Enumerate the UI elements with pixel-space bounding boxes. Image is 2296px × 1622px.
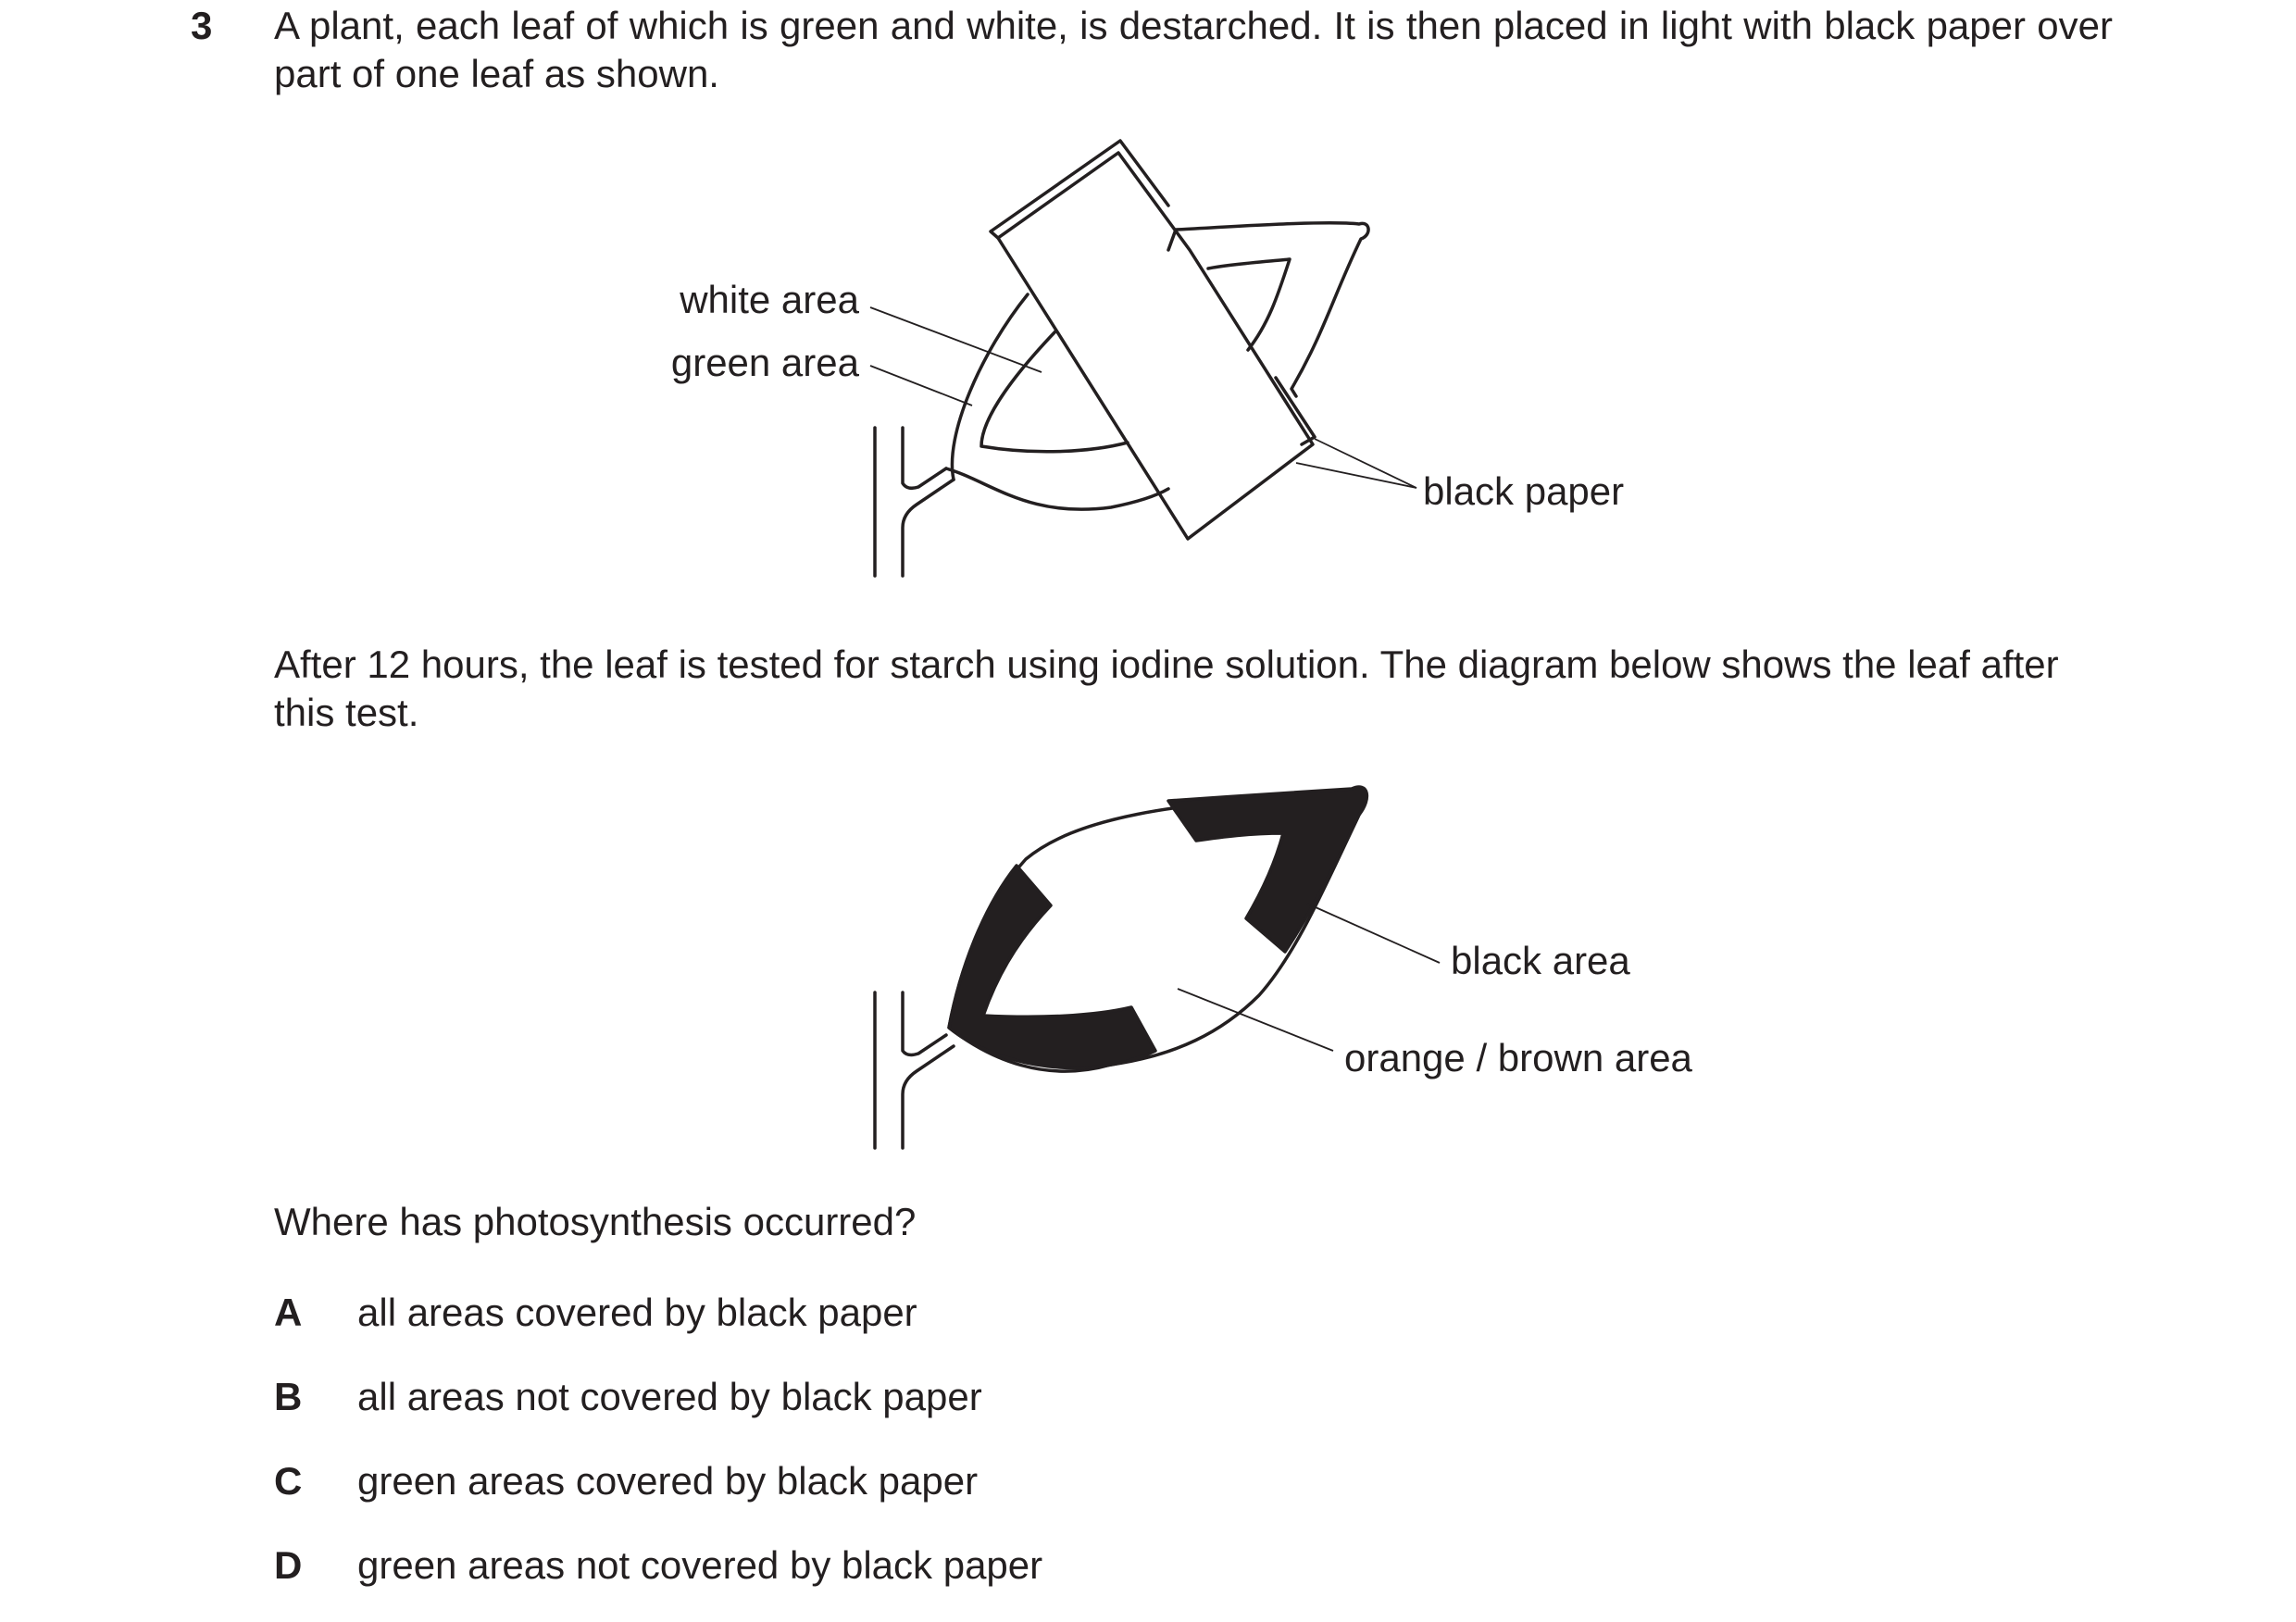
black-paper-fold xyxy=(991,141,1315,444)
black-area-leader xyxy=(1307,904,1440,963)
option-text: all areas not covered by black paper xyxy=(357,1375,982,1418)
plant-stem xyxy=(875,992,954,1148)
option-d[interactable] xyxy=(274,1541,1042,1590)
green-white-boundary xyxy=(981,259,1290,452)
black-paper-leader-1 xyxy=(1315,439,1416,488)
option-text: all areas covered by black paper xyxy=(357,1291,917,1334)
option-text: green areas covered by black paper xyxy=(357,1459,979,1503)
label-black-paper: black paper xyxy=(1423,469,1625,513)
option-letter: C xyxy=(274,1459,303,1503)
option-letter: B xyxy=(274,1375,303,1418)
label-white-area: white area xyxy=(680,278,859,321)
label-black-area: black area xyxy=(1451,939,1630,982)
leaf-outline xyxy=(946,223,1368,509)
after-test-paragraph: After 12 hours, the leaf is tested for starch using iodine solution. The diagram below shows the leaf after this test. xyxy=(274,643,2059,734)
leaf-after-iodine-test-diagram xyxy=(852,778,1759,1157)
option-b[interactable] xyxy=(274,1373,982,1421)
option-letter: A xyxy=(274,1291,303,1334)
plant-stem xyxy=(875,428,954,576)
question-stem: A plant, each leaf of which is green and white, is destarched. It is then placed in light with black paper over part of one leaf as shown. xyxy=(274,4,2113,95)
black-paper-leader-2 xyxy=(1296,463,1416,488)
option-text: green areas not covered by black paper xyxy=(357,1543,1043,1587)
question-number: 3 xyxy=(191,4,213,47)
option-c[interactable] xyxy=(274,1457,978,1505)
label-orange-brown-area: orange / brown area xyxy=(1344,1036,1692,1079)
option-a[interactable] xyxy=(274,1289,917,1337)
white-area-leader xyxy=(870,307,1042,372)
black-paper xyxy=(998,153,1313,539)
leaf-with-black-paper-diagram xyxy=(630,139,1759,593)
option-letter: D xyxy=(274,1543,303,1587)
label-green-area: green area xyxy=(670,341,859,384)
green-area-leader xyxy=(870,366,972,406)
question-prompt: Where has photosynthesis occurred? xyxy=(274,1200,917,1243)
